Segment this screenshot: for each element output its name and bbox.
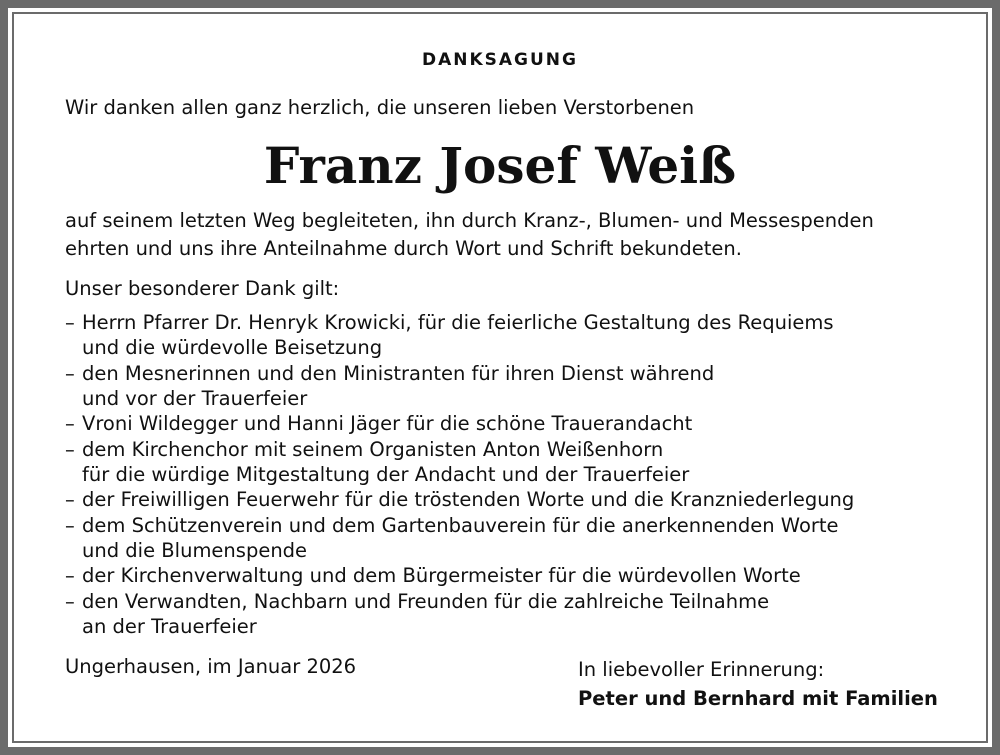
thanks-item-line: den Mesnerinnen und den Ministranten für ihren Dienst während — [82, 361, 715, 385]
special-thanks-label: Unser besonderer Dank gilt: — [65, 277, 340, 300]
thanks-item — [65, 563, 854, 588]
thanks-list — [65, 310, 854, 639]
list-dash: – — [65, 513, 75, 537]
thanks-item-line: und die würdevolle Beisetzung — [82, 336, 383, 360]
thanks-item-line: für die würdige Mitgestaltung der Andacht und der Trauerfeier — [82, 463, 690, 487]
list-dash: – — [65, 564, 75, 588]
intro-text: Wir danken allen ganz herzlich, die unseren lieben Verstorbenen — [65, 96, 695, 119]
thanks-item-line: dem Schützenverein und dem Gartenbauverein für die anerkennenden Worte — [82, 513, 839, 537]
signature-block — [578, 655, 938, 713]
thanks-item-line: dem Kirchenchor mit seinem Organisten Anton Weißenhorn — [82, 437, 664, 461]
thanks-item-line: Herrn Pfarrer Dr. Henryk Krowicki, für die feierliche Gestaltung des Requiems — [82, 311, 834, 334]
thanks-item — [65, 361, 854, 412]
list-dash: – — [65, 488, 75, 512]
thanks-item-line: an der Trauerfeier — [82, 615, 257, 639]
thanks-item — [65, 513, 854, 564]
list-dash: – — [65, 311, 75, 334]
thanks-item-line: der Freiwilligen Feuerwehr für die tröstenden Worte und die Kranzniederlegung — [82, 488, 855, 512]
thanks-item — [65, 437, 854, 488]
thanks-item — [65, 411, 854, 436]
thanks-item — [65, 310, 854, 361]
thanks-item-line: und vor der Trauerfeier — [82, 387, 308, 411]
thanks-item-line: und die Blumenspende — [82, 539, 308, 563]
thanks-item — [65, 589, 854, 640]
thanks-item-line: Vroni Wildegger und Hanni Jäger für die schöne Trauerandacht — [82, 412, 693, 436]
thanks-item — [65, 487, 854, 512]
outro-line: auf seinem letzten Weg begleiteten, ihn durch Kranz-, Blumen- und Messespenden — [65, 209, 874, 232]
signature-names: Peter und Bernhard mit Familien — [578, 687, 938, 710]
list-dash: – — [65, 412, 75, 436]
thanks-item-line: der Kirchenverwaltung und dem Bürgermeister für die würdevollen Worte — [82, 564, 801, 588]
outro-text — [65, 207, 874, 263]
thanks-item-line: den Verwandten, Nachbarn und Freunden für die zahlreiche Teilnahme — [82, 589, 770, 613]
list-dash: – — [65, 361, 75, 385]
outro-line: ehrten und uns ihre Anteilnahme durch Wort und Schrift bekundeten. — [65, 237, 742, 260]
list-dash: – — [65, 589, 75, 613]
list-dash: – — [65, 437, 75, 461]
place-and-date: Ungerhausen, im Januar 2026 — [65, 655, 357, 678]
deceased-name: Franz Josef Weiß — [263, 136, 737, 195]
signature-intro: In liebevoller Erinnerung: — [578, 658, 825, 681]
notice-heading: DANKSAGUNG — [421, 50, 578, 70]
